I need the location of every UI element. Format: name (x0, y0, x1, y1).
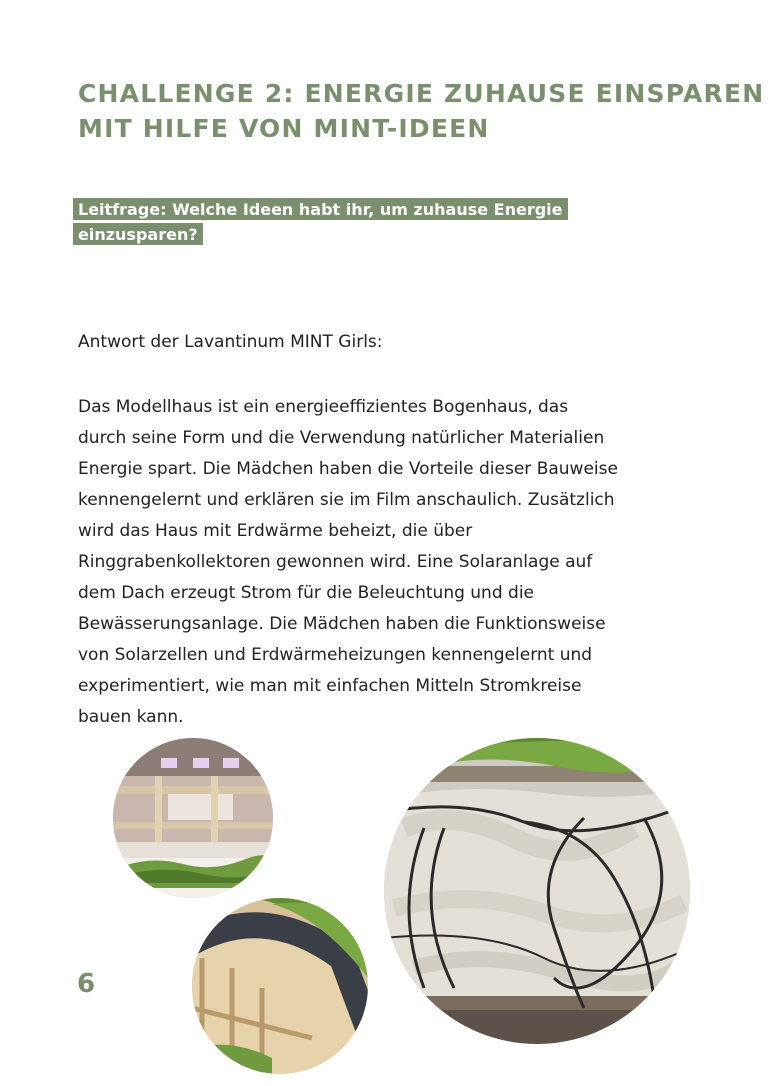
answer-label: Antwort der Lavantinum MINT Girls: (78, 332, 383, 352)
page-heading-line-1: CHALLENGE 2: ENERGIE ZUHAUSE EINSPAREN (78, 79, 765, 108)
leitfrage-text: Leitfrage: Welche Ideen habt ihr, um zuhause Energie einzusparen? (73, 198, 568, 245)
answer-body (78, 392, 678, 733)
model-house-interior-photo (113, 738, 273, 898)
body-line: wird das Haus mit Erdwärme beheizt, die über (78, 521, 473, 541)
arched-roof-photo (192, 898, 368, 1074)
leitfrage-box (73, 197, 613, 247)
body-line: von Solarzellen und Erdwärmeheizungen kennengelernt und (78, 645, 593, 665)
body-line: Ringgrabenkollektoren gewonnen wird. Eine Solaranlage auf (78, 552, 593, 572)
body-line: Bewässerungsanlage. Die Mädchen haben die Funktionsweise (78, 614, 606, 634)
page-heading-line-2: MIT HILFE VON MINT-IDEEN (78, 114, 490, 143)
body-line: kennengelernt und erklären sie im Film anschaulich. Zusätzlich (78, 490, 615, 510)
body-line: dem Dach erzeugt Strom für die Beleuchtung und die (78, 583, 535, 603)
page-number: 6 (77, 969, 96, 999)
page-heading (78, 76, 765, 146)
insulation-pipes-photo (384, 738, 690, 1044)
body-line: experimentiert, wie man mit einfachen Mitteln Stromkreise (78, 676, 582, 696)
body-line: Energie spart. Die Mädchen haben die Vorteile dieser Bauweise (78, 459, 618, 479)
body-line: bauen kann. (78, 707, 184, 727)
body-line: Das Modellhaus ist ein energieeffizientes Bogenhaus, das (78, 397, 569, 417)
body-line: durch seine Form und die Verwendung natürlicher Materialien (78, 428, 605, 448)
